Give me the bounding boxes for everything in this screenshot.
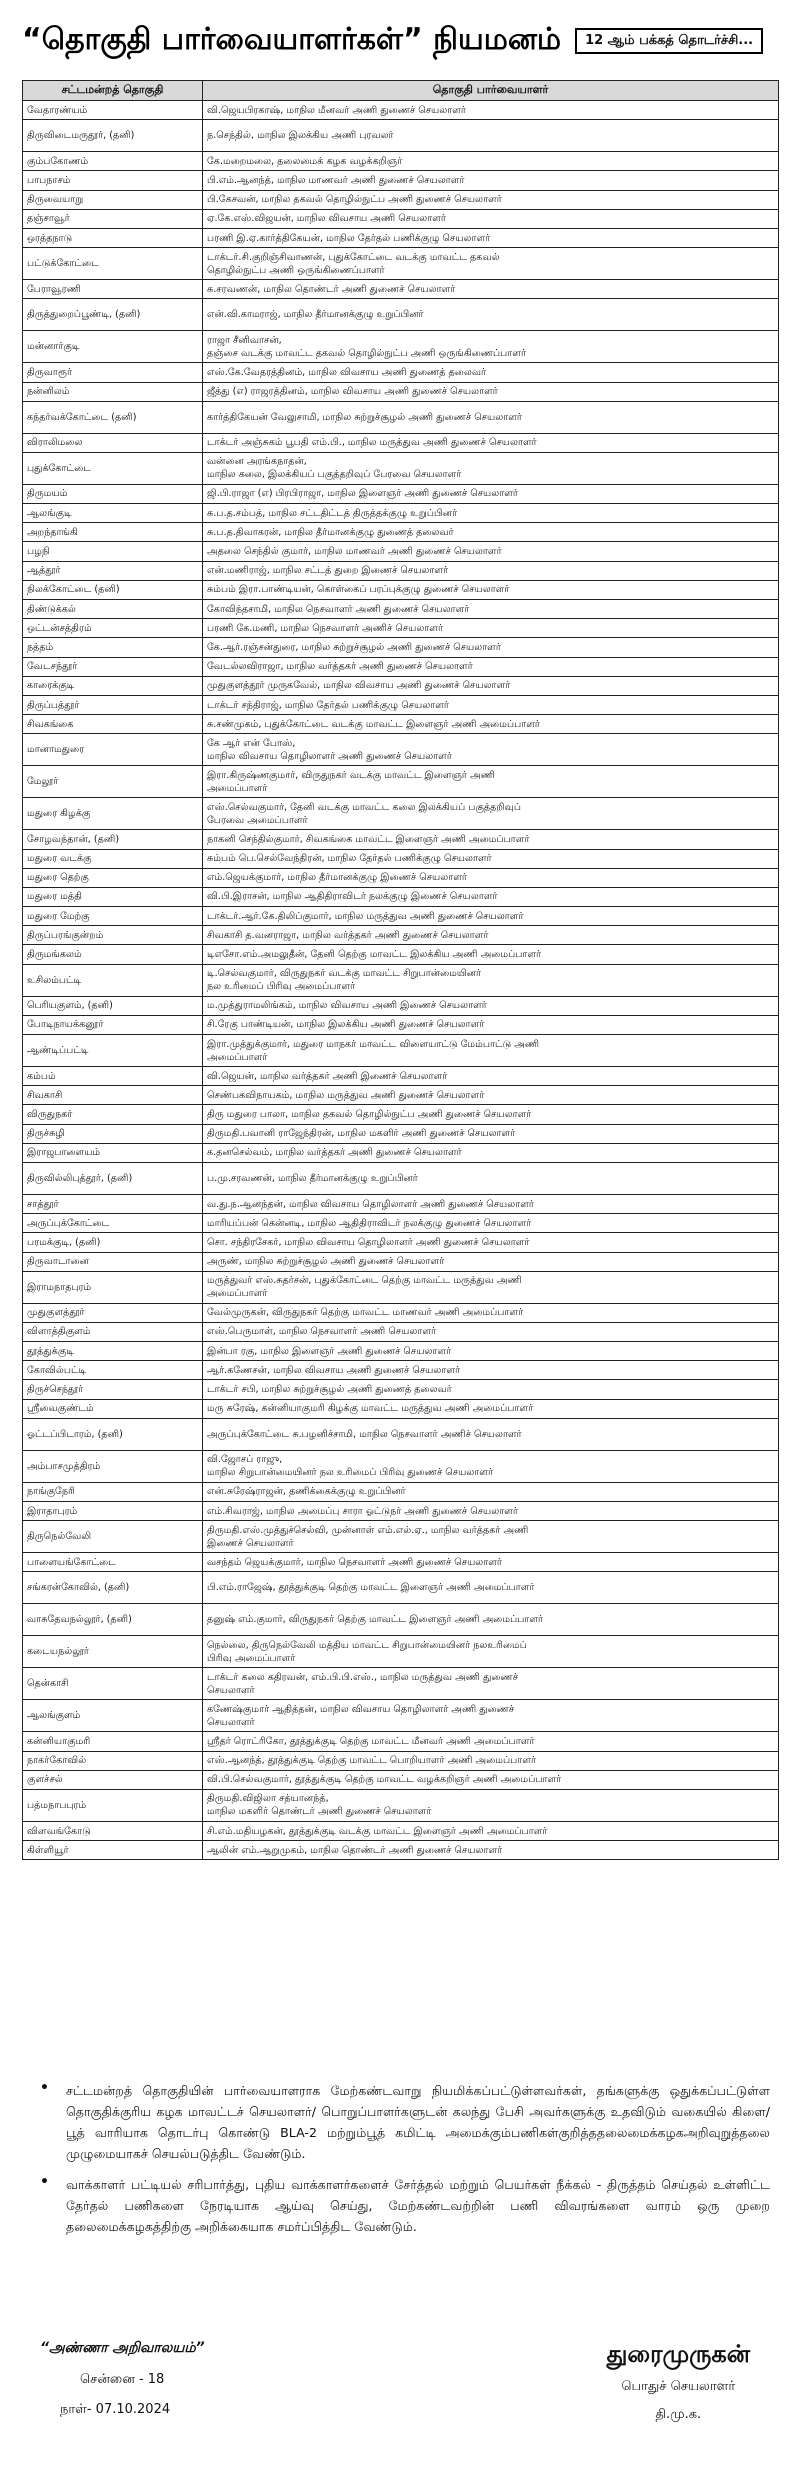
observer-cell: முதுகுளத்தூர் முருகவேல், மாநில விவசாய அணி துணைச் செயலாளர் — [203, 676, 779, 695]
table-row — [23, 1572, 779, 1604]
table-row — [23, 1770, 779, 1789]
constituency-cell: திருச்சுழி — [23, 1124, 203, 1143]
constituency-cell: நிலக்கோட்டை (தனி) — [23, 580, 203, 599]
constituency-cell: நன்னிலம் — [23, 382, 203, 401]
table-row — [23, 1502, 779, 1521]
observer-cell: கே.மறைமலை, தலைமைக் கழக வழக்கறிஞர் — [203, 152, 779, 171]
continuation-badge: 12 ஆம் பக்கத் தொடர்ச்சி... — [575, 28, 763, 54]
table-row — [23, 849, 779, 868]
observer-cell: திருமதி.பவானி ராஜேந்திரன், மாநில மகளிர் அணி துணைச் செயலாளர் — [203, 1124, 779, 1143]
observer-cell: பி.எம்.ராஜேஷ், தூத்துக்குடி தெற்கு மாவட்ட இளைஞர் அணி அமைப்பாளர் — [203, 1572, 779, 1604]
table-row — [23, 1668, 779, 1700]
observer-cell: என்.வி.காமராஜ், மாநில தீர்மானக்குழு உறுப்பினர் — [203, 299, 779, 331]
table-row — [23, 638, 779, 657]
observer-cell: ஸ்ரீதர் ரொட்ரிகோ, தூத்துக்குடி தெற்கு மாவட்ட மீனவர் அணி அமைப்பாளர் — [203, 1732, 779, 1751]
table-row — [23, 600, 779, 619]
page-header — [22, 8, 778, 74]
observer-cell: டாக்டர் கலை கதிரவன், எம்.பி.பி.எஸ்., மாநில மருத்துவ அணி துணைச் செயலாளர் — [203, 1668, 779, 1700]
table-row — [23, 1418, 779, 1450]
table-row — [23, 1361, 779, 1380]
observer-cell: எஸ்.பெருமாள், மாநில நெசவாளர் அணி செயலாளர் — [203, 1322, 779, 1341]
table-row — [23, 299, 779, 331]
signatory-name: துரைமுருகன் — [606, 2340, 750, 2368]
constituency-cell: திண்டுக்கல் — [23, 600, 203, 619]
table-row — [23, 1271, 779, 1303]
constituency-cell: கம்பம் — [23, 1067, 203, 1086]
constituency-cell: பரமக்குடி, (தனி) — [23, 1233, 203, 1252]
observer-cell: வன்னை அரங்கநாதன், மாநில கலை, இலக்கியப் பகுத்தறிவுப் பேரவை செயலாளர் — [203, 452, 779, 484]
table-row — [23, 1636, 779, 1668]
observer-cell: வ.து.ந.ஆனந்தன், மாநில விவசாய தொழிலாளர் அணி துணைச் செயலாளர் — [203, 1194, 779, 1213]
table-row — [23, 1035, 779, 1067]
observer-cell: வி.ஜோசப் ராஜு, மாநில சிறுபான்மையினர் நல உரிமைப் பிரிவு துணைச் செயலாளர் — [203, 1450, 779, 1482]
signatory-role: பொதுச் செயலாளர் — [621, 2379, 736, 2394]
table-row — [23, 1789, 779, 1821]
observer-cell: திரு மதுரை பாலா, மாநில தகவல் தொழில்நுட்ப அணி துணைச் செயலாளர் — [203, 1105, 779, 1124]
constituency-cell: புதுக்கோட்டை — [23, 452, 203, 484]
address-block — [40, 2340, 205, 2418]
constituency-cell: திருத்துறைப்பூண்டி, (தனி) — [23, 299, 203, 331]
constituency-cell: பத்மநாபபுரம் — [23, 1789, 203, 1821]
observer-cell: மருத்துவர் எஸ்.சுதர்சன், புதுக்கோட்டை தெற்கு மாவட்ட மருத்துவ அணி அமைப்பாளர் — [203, 1271, 779, 1303]
constituency-cell: ஒரத்தநாடு — [23, 228, 203, 247]
bullet-icon: • — [40, 2080, 49, 2096]
table-row — [23, 1105, 779, 1124]
table-row — [23, 1450, 779, 1482]
constituency-cell: விராலிமலை — [23, 433, 203, 452]
constituency-cell: பாபநாசம் — [23, 171, 203, 190]
table-row — [23, 907, 779, 926]
observers-table-container — [22, 80, 778, 1860]
observer-cell: ஆர்.கணேசன், மாநில விவசாய அணி துணைச் செயலாளர் — [203, 1361, 779, 1380]
table-row — [23, 734, 779, 766]
table-row — [23, 1751, 779, 1770]
constituency-cell: திருவையாறு — [23, 190, 203, 209]
table-row — [23, 1553, 779, 1572]
constituency-cell: ஆண்டிப்பட்டி — [23, 1035, 203, 1067]
table-row — [23, 1482, 779, 1501]
constituency-cell: சோழவந்தான், (தனி) — [23, 830, 203, 849]
table-row — [23, 964, 779, 996]
constituency-cell: கன்னியாகுமரி — [23, 1732, 203, 1751]
constituency-cell: மன்னார்குடி — [23, 331, 203, 363]
table-row — [23, 1194, 779, 1213]
observer-cell: டாக்டர்.சி.குறிஞ்சிவாணன், புதுக்கோட்டை வடக்கு மாவட்ட தகவல் தொழில்நுட்ப அணி ஒருங்கிணைப்பாளர் — [203, 248, 779, 280]
table-row — [23, 766, 779, 798]
page-title: “தொகுதி பார்வையாளர்கள்” நியமனம் — [22, 21, 562, 57]
observer-cell: வி.ஜெயன், மாநில வர்த்தகர் அணி இணைச் செயலாளர் — [203, 1067, 779, 1086]
table-header-row — [23, 81, 779, 101]
constituency-cell: திருமங்கலம் — [23, 945, 203, 964]
constituency-cell: மேலூர் — [23, 766, 203, 798]
observer-cell: அதலை செந்தில் குமார், மாநில மாணவர் அணி துணைச் செயலாளர் — [203, 542, 779, 561]
address-name: “அண்ணா அறிவாலயம்” — [40, 2340, 205, 2356]
constituency-cell: குளச்சல் — [23, 1770, 203, 1789]
table-row — [23, 1399, 779, 1418]
table-row — [23, 484, 779, 503]
table-row — [23, 190, 779, 209]
table-row — [23, 152, 779, 171]
table-row — [23, 1067, 779, 1086]
observer-cell: எம்.சிவராஜ், மாநில அமைப்பு சாரா ஓட்டுநர் அணி துணைச் செயலாளர் — [203, 1502, 779, 1521]
observer-cell: டாக்டர் சந்திராஜ், மாநில தேர்தல் பணிக்குழு செயலாளர் — [203, 695, 779, 714]
table-row — [23, 715, 779, 734]
observer-cell: திருமதி.எஸ்.முத்துச்செல்வி, முன்னாள் எம்.எல்.ஏ., மாநில வர்த்தகர் அணி இணைச் செயலாளர் — [203, 1521, 779, 1553]
table-row — [23, 1732, 779, 1751]
observer-cell: வி.ஜெயபிரகாஷ், மாநில மீனவர் அணி துணைச் செயலாளர் — [203, 101, 779, 120]
observer-cell: மாரியப்பன் கென்னடி, மாநில ஆதிதிராவிடர் நலக்குழு துணைச் செயலாளர் — [203, 1214, 779, 1233]
constituency-cell: ஓட்டப்பிடாரம், (தனி) — [23, 1418, 203, 1450]
constituency-cell: தூத்துக்குடி — [23, 1342, 203, 1361]
table-row — [23, 120, 779, 152]
table-row — [23, 887, 779, 906]
table-row — [23, 1214, 779, 1233]
constituency-cell: நத்தம் — [23, 638, 203, 657]
constituency-cell: அறந்தாங்கி — [23, 523, 203, 542]
table-row — [23, 695, 779, 714]
instruction-item — [40, 2080, 770, 2164]
observer-cell: டி.செல்வகுமார், விருதுநகர் வடக்கு மாவட்ட சிறுபான்மையினர் நல உரிமைப் பிரிவு அமைப்பாளர் — [203, 964, 779, 996]
observers-table — [22, 80, 779, 1860]
observer-cell: டாக்டர் சபி, மாநில சுற்றுச்சூழல் அணி துணைத் தலைவர் — [203, 1380, 779, 1399]
constituency-cell: அருப்புக்கோட்டை — [23, 1214, 203, 1233]
observer-cell: வேல்முருகன், விருதுநகர் தெற்கு மாவட்ட மாணவர் அணி அமைப்பாளர் — [203, 1303, 779, 1322]
observer-cell: சி.ரேகு பாண்டியன், மாநில இலக்கிய அணி துணைச் செயலாளர் — [203, 1015, 779, 1034]
constituency-cell: சிவகாசி — [23, 1086, 203, 1105]
party-name: தி.மு.க. — [655, 2407, 702, 2422]
observer-cell: ந.செந்தில், மாநில இலக்கிய அணி புரவலர் — [203, 120, 779, 152]
observer-cell: சு.சண்முகம், புதுக்கோட்டை வடக்கு மாவட்ட இளைஞர் அணி அமைப்பாளர் — [203, 715, 779, 734]
table-row — [23, 228, 779, 247]
observer-cell: பரணி கே.மணி, மாநில நெசவாளர் அணிச் செயலாளர் — [203, 619, 779, 638]
constituency-cell: திருமயம் — [23, 484, 203, 503]
observer-cell: மரு சுரேஷ், கன்னியாகுமரி கிழக்கு மாவட்ட மருத்துவ அணி அமைப்பாளர் — [203, 1399, 779, 1418]
constituency-cell: தென்காசி — [23, 1668, 203, 1700]
observer-cell: அருப்புக்கோட்டை சு.பழனிச்சாமி, மாநில நெசவாளர் அணிச் செயலாளர் — [203, 1418, 779, 1450]
constituency-cell: திருச்செந்தூர் — [23, 1380, 203, 1399]
observer-cell: தனுஷ் எம்.குமார், விருதுநகர் தெற்கு மாவட்ட இளைஞர் அணி அமைப்பாளர் — [203, 1604, 779, 1636]
constituency-cell: பேராவூரணி — [23, 280, 203, 299]
observer-cell: கே.ஆர்.ரஞ்சன்துரை, மாநில சுற்றுச்சூழல் அணி துணைச் செயலாளர் — [203, 638, 779, 657]
observer-cell: வி.பி.இராசன், மாநில ஆதிதிராவிடர் நலக்குழு இணைச் செயலாளர் — [203, 887, 779, 906]
table-row — [23, 1162, 779, 1194]
constituency-cell: விளாத்திகுளம் — [23, 1322, 203, 1341]
table-row — [23, 101, 779, 120]
observer-cell: இன்பா ரகு, மாநில இளைஞர் அணி துணைச் செயலாளர் — [203, 1342, 779, 1361]
constituency-cell: பட்டுக்கோட்டை — [23, 248, 203, 280]
table-row — [23, 382, 779, 401]
table-row — [23, 171, 779, 190]
observer-cell: சு.ப.த.திவாகரன், மாநில தீர்மானக்குழு துணைத் தலைவர் — [203, 523, 779, 542]
table-row — [23, 331, 779, 363]
address-city: சென்னை - 18 — [80, 2372, 165, 2387]
observer-cell: எஸ்.செல்வகுமார், தேனி வடக்கு மாவட்ட கலை இலக்கியப் பகுத்தறிவுப் பேரவை அமைப்பாளர் — [203, 798, 779, 830]
constituency-cell: உசிலம்பட்டி — [23, 964, 203, 996]
observer-cell: டாக்டர்.ஆர்.கே.திலிப்குமார், மாநில மருத்துவ அணி துணைச் செயலாளர் — [203, 907, 779, 926]
bullet-icon: • — [40, 2174, 49, 2190]
observer-cell: நெல்லை, திருநெல்வேலி மத்திய மாவட்ட சிறுபான்மையினர் நலஉரிமைப் பிரிவு அமைப்பாளர் — [203, 1636, 779, 1668]
constituency-cell: பழநி — [23, 542, 203, 561]
table-row — [23, 1322, 779, 1341]
observer-cell: என்.மணிராஜ், மாநில சட்டத் துறை இணைச் செயலாளர் — [203, 561, 779, 580]
observer-cell: ம.முத்துராமலிங்கம், மாநில விவசாய அணி இணைச் செயலாளர் — [203, 996, 779, 1015]
constituency-cell: வாசுதேவநல்லூர், (தனி) — [23, 1604, 203, 1636]
constituency-cell: கிள்ளியூர் — [23, 1841, 203, 1860]
observer-cell: பி.கேசவன், மாநில தகவல் தொழில்நுட்ப அணி துணைச் செயலாளர் — [203, 190, 779, 209]
table-row — [23, 1124, 779, 1143]
constituency-cell: தஞ்சாவூர் — [23, 209, 203, 228]
observer-cell: பி.எம்.ஆனந்த், மாநில மாணவர் அணி துணைச் செயலாளர் — [203, 171, 779, 190]
observer-cell: ஜீத்து (எ) ராஜரத்தினம், மாநில விவசாய அணி துணைச் செயலாளர் — [203, 382, 779, 401]
constituency-cell: மானாமதுரை — [23, 734, 203, 766]
observer-cell: க.தனசெல்வம், மாநில வர்த்தகர் அணி துணைச் செயலாளர் — [203, 1143, 779, 1162]
table-row — [23, 363, 779, 382]
observer-cell: கார்த்திகேயன் வேலுசாமி, மாநில சுற்றுச்சூழல் அணி துணைச் செயலாளர் — [203, 401, 779, 433]
constituency-cell: திருநெல்வேலி — [23, 1521, 203, 1553]
observer-cell: ப.மு.சரவணன், மாநில தீர்மானக்குழு உறுப்பினர் — [203, 1162, 779, 1194]
table-row — [23, 1521, 779, 1553]
observer-cell: இரா.கிருஷ்ணகுமார், விருதுநகர் வடக்கு மாவட்ட இளைஞர் அணி அமைப்பாளர் — [203, 766, 779, 798]
table-row — [23, 1252, 779, 1271]
constituency-cell: மதுரை தெற்கு — [23, 868, 203, 887]
observer-cell: சிவகாசி த.வனராஜா, மாநில வர்த்தகர் அணி துணைச் செயலாளர் — [203, 926, 779, 945]
observer-cell: கோவிந்தசாமி, மாநில நெசவாளர் அணி துணைச் செயலாளர் — [203, 600, 779, 619]
observer-cell: ஜி.பி.ராஜா (எ) பிரபிராஜா, மாநில இளைஞர் அணி துணைச் செயலாளர் — [203, 484, 779, 503]
table-row — [23, 452, 779, 484]
observer-cell: சும்பம் பெ.செல்வேந்திரன், மாநில தேர்தல் பணிக்குழு செயலாளர் — [203, 849, 779, 868]
column-header-observer: தொகுதி பார்வையாளர் — [203, 81, 779, 101]
observer-cell: ஆலின் எம்.ஆறுமுகம், மாநில தொண்டர் அணி துணைச் செயலாளர் — [203, 1841, 779, 1860]
footer — [40, 2340, 770, 2470]
constituency-cell: ஒட்டன்சத்திரம் — [23, 619, 203, 638]
observer-cell: கணேஷ்குமார் ஆதித்தன், மாநில விவசாய தொழிலாளர் அணி துணைச் செயலாளர் — [203, 1700, 779, 1732]
observer-cell: திருமதி.விஜிலா சத்யானந்த், மாநில மகளிர் தொண்டர் அணி துணைச் செயலாளர் — [203, 1789, 779, 1821]
constituency-cell: திருவிடைமருதூர், (தனி) — [23, 120, 203, 152]
constituency-cell: சிவகங்கை — [23, 715, 203, 734]
table-row — [23, 209, 779, 228]
table-body — [23, 101, 779, 1860]
constituency-cell: வேடசந்தூர் — [23, 657, 203, 676]
observer-cell: சொ. சந்திரசேகர், மாநில விவசாய தொழிலாளர் அணி துணைச் செயலாளர் — [203, 1233, 779, 1252]
constituency-cell: முதுகுளத்தூர் — [23, 1303, 203, 1322]
table-row — [23, 1342, 779, 1361]
constituency-cell: பாளையங்கோட்டை — [23, 1553, 203, 1572]
observer-cell: அருண், மாநில சுற்றுச்சூழல் அணி துணைச் செயலாளர் — [203, 1252, 779, 1271]
observer-cell: செண்பகவிநாயகம், மாநில மருத்துவ அணி துணைச் செயலாளர் — [203, 1086, 779, 1105]
constituency-cell: இராமநாதபுரம் — [23, 1271, 203, 1303]
constituency-cell: மதுரை மேற்கு — [23, 907, 203, 926]
instruction-text: சட்டமன்றத் தொகுதியின் பார்வையாளராக மேற்கண்டவாறு நியமிக்கப்பட்டுள்ளவர்கள், தங்களுக்கு ஒதுக்கப்பட்டுள்ள தொகுதிக்குரிய கழக மாவட்டச் செயலாளர்/ பொறுப்பாளர்களுடன் கலந்து பேசி அவர்களுக்கு உதவிடும் வகையில் கிளை/பூத் வாரியாக தொடர்பு கொண்டு BLA-2 மற்றும்பூத் கமிட்டி அமைக்கும்பணிகள்குறித்ததலைமைக்கழகஅறிவுறுத்தலை முழுமையாகச் செயல்படுத்திட வேண்டும். — [66, 2083, 770, 2161]
observer-cell: கே ஆர் என் போஸ், மாநில விவசாய தொழிலாளர் அணி துணைச் செயலாளர் — [203, 734, 779, 766]
constituency-cell: இராதாபுரம் — [23, 1502, 203, 1521]
table-row — [23, 523, 779, 542]
constituency-cell: ஆலங்குடி — [23, 504, 203, 523]
table-row — [23, 504, 779, 523]
constituency-cell: மதுரை மத்தி — [23, 887, 203, 906]
observer-cell: எஸ்.கே.வேதரத்தினம், மாநில விவசாய அணி துணைத் தலைவர் — [203, 363, 779, 382]
constituency-cell: சாத்தூர் — [23, 1194, 203, 1213]
signature-block — [607, 2340, 750, 2423]
table-row — [23, 868, 779, 887]
constituency-cell: திருவாரூர் — [23, 363, 203, 382]
table-row — [23, 1841, 779, 1860]
observer-cell: பரணி இ.ஏ.கார்த்திகேயன், மாநில தேர்தல் பணிக்குழு செயலாளர் — [203, 228, 779, 247]
instruction-text: வாக்காளர் பட்டியல் சரிபார்த்து, புதிய வாக்காளர்களைச் சேர்த்தல் மற்றும் பெயர்கள் நீக்கல் - திருத்தம் செய்தல் உள்ளிட்ட தேர்தல் பணிகளை நேரடியாக ஆய்வு செய்து, மேற்கண்டவற்றின் பணி விவரங்களை வாரம் ஒரு முறை தலைமைக்கழகத்திற்கு அறிக்கையாக சமர்ப்பித்திட வேண்டும். — [66, 2177, 770, 2234]
table-row — [23, 433, 779, 452]
constituency-cell: பெரியகுளம், (தனி) — [23, 996, 203, 1015]
table-row — [23, 1233, 779, 1252]
constituency-cell: மதுரை கிழக்கு — [23, 798, 203, 830]
observer-cell: எஸ்.ஆனந்த், தூத்துக்குடி தெற்கு மாவட்ட பொறியாளர் அணி அமைப்பாளர் — [203, 1751, 779, 1770]
observer-cell: சும்பம் இரா.பாண்டியன், கொள்கைப் பரப்புக்குழு துணைச் செயலாளர் — [203, 580, 779, 599]
constituency-cell: ஆத்தூர் — [23, 561, 203, 580]
constituency-cell: போடிநாயக்கனூர் — [23, 1015, 203, 1034]
table-row — [23, 926, 779, 945]
table-row — [23, 945, 779, 964]
observer-cell: வி.பி.செல்வகுமார், தூத்துக்குடி தெற்கு மாவட்ட வழக்கறிஞர் அணி அமைப்பாளர் — [203, 1770, 779, 1789]
constituency-cell: திருப்பரங்குன்றம் — [23, 926, 203, 945]
table-row — [23, 1604, 779, 1636]
observer-cell: ஏ.கே.எஸ்.விஜயன், மாநில விவசாய அணி செயலாளர் — [203, 209, 779, 228]
constituency-cell: திருப்பத்தூர் — [23, 695, 203, 714]
constituency-cell: காரைக்குடி — [23, 676, 203, 695]
constituency-cell: கந்தர்வக்கோட்டை (தனி) — [23, 401, 203, 433]
constituency-cell: மதுரை வடக்கு — [23, 849, 203, 868]
constituency-cell: அம்பாசமுத்திரம் — [23, 1450, 203, 1482]
table-row — [23, 542, 779, 561]
constituency-cell: கும்பகோணம் — [23, 152, 203, 171]
column-header-constituency: சட்டமன்றத் தொகுதி — [23, 81, 203, 101]
constituency-cell: வேதாரண்யம் — [23, 101, 203, 120]
table-row — [23, 798, 779, 830]
table-row — [23, 1086, 779, 1105]
table-row — [23, 619, 779, 638]
observer-cell: சு.ப.த.சம்பத், மாநில சட்டதிட்டத் திருத்தக்குழு உறுப்பினர் — [203, 504, 779, 523]
constituency-cell: ஆலங்குளம் — [23, 1700, 203, 1732]
constituency-cell: நாங்குநேரி — [23, 1482, 203, 1501]
table-row — [23, 1380, 779, 1399]
constituency-cell: இராஜபாளையம் — [23, 1143, 203, 1162]
constituency-cell: ஸ்ரீவைகுண்டம் — [23, 1399, 203, 1418]
table-row — [23, 1821, 779, 1840]
observer-cell: ராஜா சீனிவாசன், தஞ்சை வடக்கு மாவட்ட தகவல் தொழில்நுட்ப அணி ஒருங்கிணைப்பாளர் — [203, 331, 779, 363]
observer-cell: டாக்டர் அஞ்சுகம் பூபதி எம்.பி., மாநில மருத்துவ அணி துணைச் செயலாளர் — [203, 433, 779, 452]
observer-cell: என்.சுரேஷ்ராஜன், தணிக்கைக்குழு உறுப்பினர் — [203, 1482, 779, 1501]
table-row — [23, 676, 779, 695]
constituency-cell: திருவாடானை — [23, 1252, 203, 1271]
observer-cell: டிஎசோ.எம்.அமலுதீன், தேனி தெற்கு மாவட்ட இலக்கிய அணி அமைப்பாளர் — [203, 945, 779, 964]
table-row — [23, 561, 779, 580]
table-row — [23, 830, 779, 849]
table-row — [23, 580, 779, 599]
observer-cell: நாகனி செந்தில்குமார், சிவகங்கை மாவட்ட இளைஞர் அணி அமைப்பாளர் — [203, 830, 779, 849]
constituency-cell: நாகர்கோவில் — [23, 1751, 203, 1770]
table-row — [23, 657, 779, 676]
constituency-cell: சங்கரன்கோவில், (தனி) — [23, 1572, 203, 1604]
observer-cell: எம்.ஜெயக்குமார், மாநில தீர்மானக்குழு இணைச் செயலாளர் — [203, 868, 779, 887]
table-row — [23, 1143, 779, 1162]
table-row — [23, 401, 779, 433]
table-row — [23, 280, 779, 299]
constituency-cell: கடையநல்லூர் — [23, 1636, 203, 1668]
constituency-cell: விளவங்கோடு — [23, 1821, 203, 1840]
table-row — [23, 1015, 779, 1034]
table-row — [23, 1700, 779, 1732]
constituency-cell: கோவில்பட்டி — [23, 1361, 203, 1380]
instructions — [40, 2080, 770, 2247]
table-row — [23, 996, 779, 1015]
observer-cell: வசந்தம் ஜெயக்குமார், மாநில நெசவாளர் அணி துணைச் செயலாளர் — [203, 1553, 779, 1572]
table-row — [23, 248, 779, 280]
instruction-item — [40, 2174, 770, 2237]
observer-cell: சி.எம்.மதியழகன், தூத்துக்குடி வடக்கு மாவட்ட இளைஞர் அணி அமைப்பாளர் — [203, 1821, 779, 1840]
constituency-cell: திருவில்லிபுத்தூர், (தனி) — [23, 1162, 203, 1194]
observer-cell: வேடல்லவிராஜா, மாநில வர்த்தகர் அணி துணைச் செயலாளர் — [203, 657, 779, 676]
issue-date: நாள்- 07.10.2024 — [60, 2402, 171, 2417]
observer-cell: இரா.முத்துக்குமார், மதுரை மாநகர் மாவட்ட விளையாட்டு மேம்பாட்டு அணி அமைப்பாளர் — [203, 1035, 779, 1067]
constituency-cell: விருதுநகர் — [23, 1105, 203, 1124]
table-row — [23, 1303, 779, 1322]
observer-cell: சு.சரவணன், மாநில தொண்டர் அணி துணைச் செயலாளர் — [203, 280, 779, 299]
